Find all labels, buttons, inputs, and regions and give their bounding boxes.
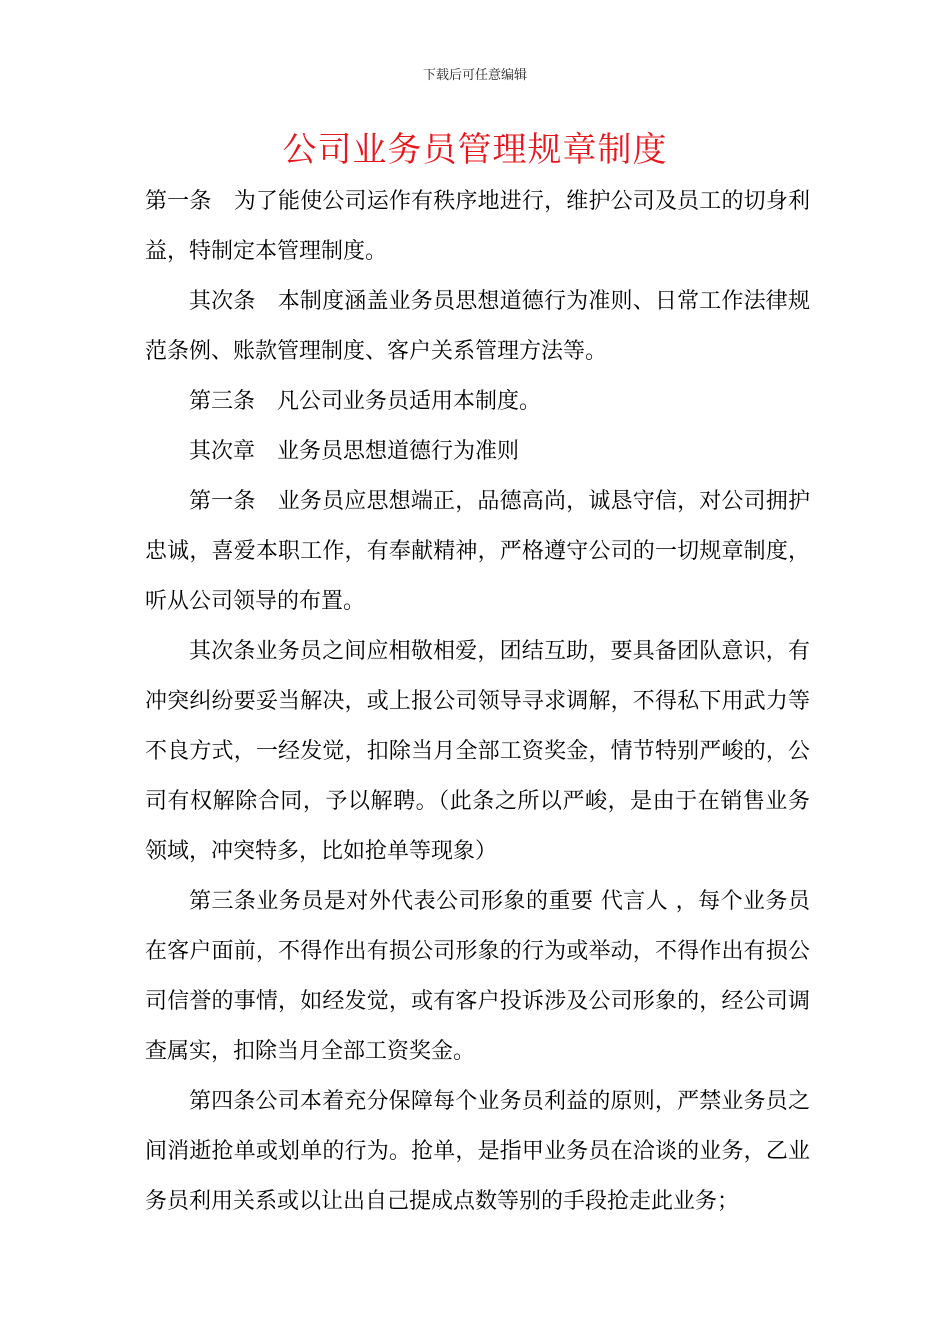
paragraph-8: 第四条公司本着充分保障每个业务员利益的原则，严禁业务员之间消逝抢单或划单的行为。抢单，是指甲业务员在洽谈的业务，乙业务员利用关系或以让出自己提成点数等别的手段抢走此业务；: [145, 1089, 810, 1214]
document-title: 公司业务员管理规章制度: [282, 130, 668, 170]
paragraph-6: 其次条业务员之间应相敬相爱，团结互助，要具备团队意识，有冲突纠纷要妥当解决，或上报公司领导寻求调解，不得私下用武力等不良方式，一经发觉，扣除当月全部工资奖金，情节特别严峻的，公司有权解除合同，予以解聘。（此条之所以严峻，是由于在销售业务领域，冲突特多，比如抢单等现象）: [145, 639, 810, 864]
header-note: 下载后可任意编辑: [422, 68, 527, 83]
paragraph-1: 第一条 为了能使公司运作有秩序地进行，维护公司及员工的切身利益，特制定本管理制度。: [145, 189, 810, 264]
paragraph-5: 第一条 业务员应思想端正，品德高尚，诚恳守信，对公司拥护忠诚，喜爱本职工作，有奉献精神，严格遵守公司的一切规章制度，听从公司领导的布置。: [145, 489, 810, 614]
paragraph-3: 第三条 凡公司业务员适用本制度。: [189, 389, 542, 414]
paragraph-7: 第三条业务员是对外代表公司形象的重要 代言人 ，每个业务员在客户面前，不得作出有损公司形象的行为或举动，不得作出有损公司信誉的事情，如经发觉，或有客户投诉涉及公司形象的，经公司调查属实，扣除当月全部工资奖金。: [145, 889, 810, 1064]
chapter-heading: 其次章 业务员思想道德行为准则: [189, 439, 520, 464]
paragraph-2: 其次条 本制度涵盖业务员思想道德行为准则、日常工作法律规范条例、账款管理制度、客户关系管理方法等。: [145, 289, 810, 364]
document-body: [145, 177, 810, 1227]
